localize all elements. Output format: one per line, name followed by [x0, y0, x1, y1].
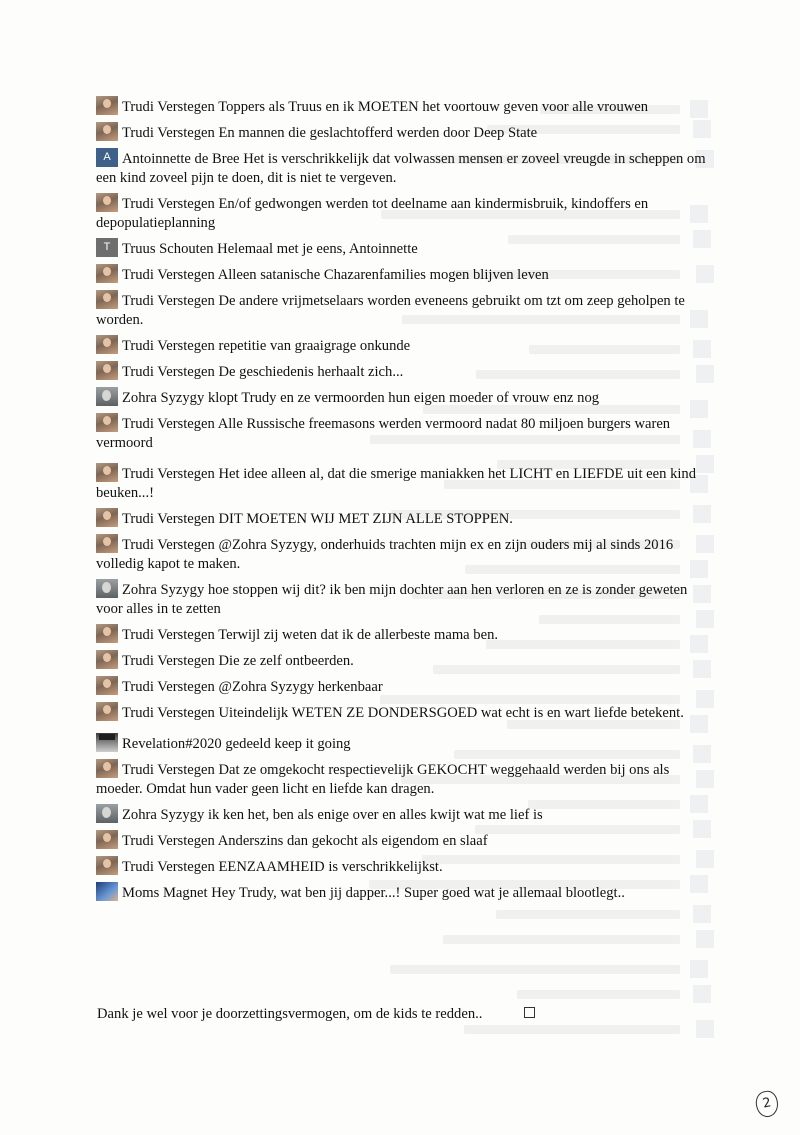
- comment-text: repetitie van graaigrage onkunde: [218, 338, 411, 354]
- comment-text: Het is verschrikkelijk dat volwassen mensen er zoveel vreugde in scheppen om een kind zoveel pijn te doen, dit is niet te vergeven.: [96, 151, 706, 186]
- comment-text: De andere vrijmetselaars worden eveneens gebruikt om tzt om zeep geholpen te worden.: [96, 293, 685, 328]
- comment-item: [96, 508, 716, 529]
- avatar: A: [96, 148, 118, 167]
- comment-author: Trudi Verstegen: [122, 833, 215, 849]
- closing-note: [97, 1006, 535, 1023]
- comment-item: [96, 702, 716, 723]
- comment-item: [96, 122, 716, 143]
- avatar: [96, 122, 118, 141]
- comment-author: Truus Schouten: [122, 241, 214, 257]
- comment-author: Trudi Verstegen: [122, 293, 215, 309]
- avatar: [96, 702, 118, 721]
- comment-text: gedeeld keep it going: [225, 736, 351, 752]
- avatar: [96, 759, 118, 778]
- comment-item: [96, 361, 716, 382]
- avatar: [96, 463, 118, 482]
- comment-text: Dat ze omgekocht respectievelijk GEKOCHT weggehaald werden bij ons als moeder. Omdat hun vader geen licht en liefde kan dragen.: [96, 762, 670, 797]
- comment-text: Die ze zelf ontbeerden.: [218, 653, 354, 669]
- avatar: [96, 290, 118, 309]
- comment-author: Trudi Verstegen: [122, 466, 215, 482]
- comment-text: Alle Russische freemasons werden vermoord nadat 80 miljoen burgers waren vermoord: [96, 416, 671, 451]
- comment-author: Trudi Verstegen: [122, 653, 215, 669]
- comment-author: Trudi Verstegen: [122, 196, 215, 212]
- avatar: [96, 264, 118, 283]
- comment-author: Trudi Verstegen: [122, 364, 215, 380]
- comment-text: hoe stoppen wij dit? ik ben mijn dochter aan hen verloren en ze is zonder geweten voor alles in te zetten: [96, 582, 688, 617]
- comment-author: Trudi Verstegen: [122, 627, 215, 643]
- comment-item: [96, 463, 716, 503]
- comment-author: Revelation#2020: [122, 736, 222, 752]
- comment-text: @Zohra Syzygy, onderhuids trachten mijn ex en zijn ouders mij al sinds 2016 volledig kapot te maken.: [96, 537, 674, 572]
- comment-author: Trudi Verstegen: [122, 338, 215, 354]
- comment-author: Zohra Syzygy: [122, 582, 205, 598]
- avatar: [96, 624, 118, 643]
- comment-text: klopt Trudy en ze vermoorden hun eigen moeder of vrouw enz nog: [207, 390, 600, 406]
- comment-author: Trudi Verstegen: [122, 859, 215, 875]
- comment-text: Hey Trudy, wat ben jij dapper...! Super goed wat je allemaal blootlegt..: [211, 885, 625, 901]
- comment-text: Helemaal met je eens, Antoinnette: [217, 241, 418, 257]
- avatar: [96, 882, 118, 901]
- comment-item: [96, 624, 716, 645]
- avatar: [96, 193, 118, 212]
- avatar: [96, 650, 118, 669]
- comment-item: [96, 193, 716, 233]
- comment-item: [96, 148, 716, 188]
- comment-item: [96, 856, 716, 877]
- avatar: [96, 413, 118, 432]
- comment-text: EENZAAMHEID is verschrikkelijkst.: [218, 859, 443, 875]
- comment-author: Trudi Verstegen: [122, 267, 215, 283]
- avatar: [96, 579, 118, 598]
- comment-item: [96, 676, 716, 697]
- comment-item: [96, 387, 716, 408]
- comment-text: Toppers als Truus en ik MOETEN het voortouw geven voor alle vrouwen: [218, 99, 649, 115]
- handwritten-page-number: 2: [754, 1089, 781, 1119]
- avatar: [96, 361, 118, 380]
- comment-author: Trudi Verstegen: [122, 537, 215, 553]
- comment-item: [96, 96, 716, 117]
- avatar: [96, 830, 118, 849]
- comment-item: [96, 264, 716, 285]
- comment-author: Zohra Syzygy: [122, 807, 205, 823]
- comment-author: Trudi Verstegen: [122, 511, 215, 527]
- avatar: [96, 508, 118, 527]
- comment-author: Trudi Verstegen: [122, 762, 215, 778]
- closing-text: Dank je wel voor je doorzettingsvermogen, om de kids te redden..: [97, 1006, 483, 1022]
- comment-item: [96, 804, 716, 825]
- comment-text: Uiteindelijk WETEN ZE DONDERSGOED wat echt is en wart liefde betekent.: [218, 705, 684, 721]
- avatar: [96, 856, 118, 875]
- comment-author: Trudi Verstegen: [122, 705, 215, 721]
- comment-item: [96, 290, 716, 330]
- comment-text: @Zohra Syzygy herkenbaar: [218, 679, 383, 695]
- comment-text: DIT MOETEN WIJ MET ZIJN ALLE STOPPEN.: [218, 511, 513, 527]
- comment-text: En/of gedwongen werden tot deelname aan kindermisbruik, kindoffers en depopulatieplanning: [96, 196, 649, 231]
- avatar: [96, 96, 118, 115]
- comment-text: De geschiedenis herhaalt zich...: [218, 364, 404, 380]
- checkbox-icon: [524, 1007, 535, 1018]
- comment-text: En mannen die geslachtofferd werden door Deep State: [218, 125, 538, 141]
- comment-item: [96, 759, 716, 799]
- comment-item: [96, 534, 716, 574]
- comment-author: Zohra Syzygy: [122, 390, 205, 406]
- avatar: [96, 534, 118, 553]
- comment-text: Het idee alleen al, dat die smerige maniakken het LICHT en LIEFDE uit een kind beuken...!: [96, 466, 697, 501]
- comment-item: [96, 650, 716, 671]
- comment-author: Moms Magnet: [122, 885, 208, 901]
- comment-text: Anderszins dan gekocht als eigendom en slaaf: [217, 833, 488, 849]
- comment-author: Antoinnette de Bree: [122, 151, 240, 167]
- comment-item: [96, 830, 716, 851]
- comment-item: [96, 733, 716, 754]
- comment-item: [96, 413, 716, 453]
- avatar: T: [96, 238, 118, 257]
- avatar: [96, 335, 118, 354]
- comment-text: Alleen satanische Chazarenfamilies mogen blijven leven: [217, 267, 549, 283]
- comment-author: Trudi Verstegen: [122, 99, 215, 115]
- avatar: [96, 387, 118, 406]
- avatar: [96, 804, 118, 823]
- avatar: [96, 676, 118, 695]
- comment-item: [96, 335, 716, 356]
- comment-text: Terwijl zij weten dat ik de allerbeste mama ben.: [218, 627, 499, 643]
- comment-author: Trudi Verstegen: [122, 679, 215, 695]
- comment-author: Trudi Verstegen: [122, 416, 215, 432]
- comment-item: [96, 238, 716, 259]
- comment-item: [96, 579, 716, 619]
- comment-author: Trudi Verstegen: [122, 125, 215, 141]
- comment-text: ik ken het, ben als enige over en alles kwijt wat me lief is: [207, 807, 543, 823]
- comment-item: [96, 882, 716, 903]
- comment-thread: [96, 96, 716, 908]
- avatar: [96, 733, 118, 752]
